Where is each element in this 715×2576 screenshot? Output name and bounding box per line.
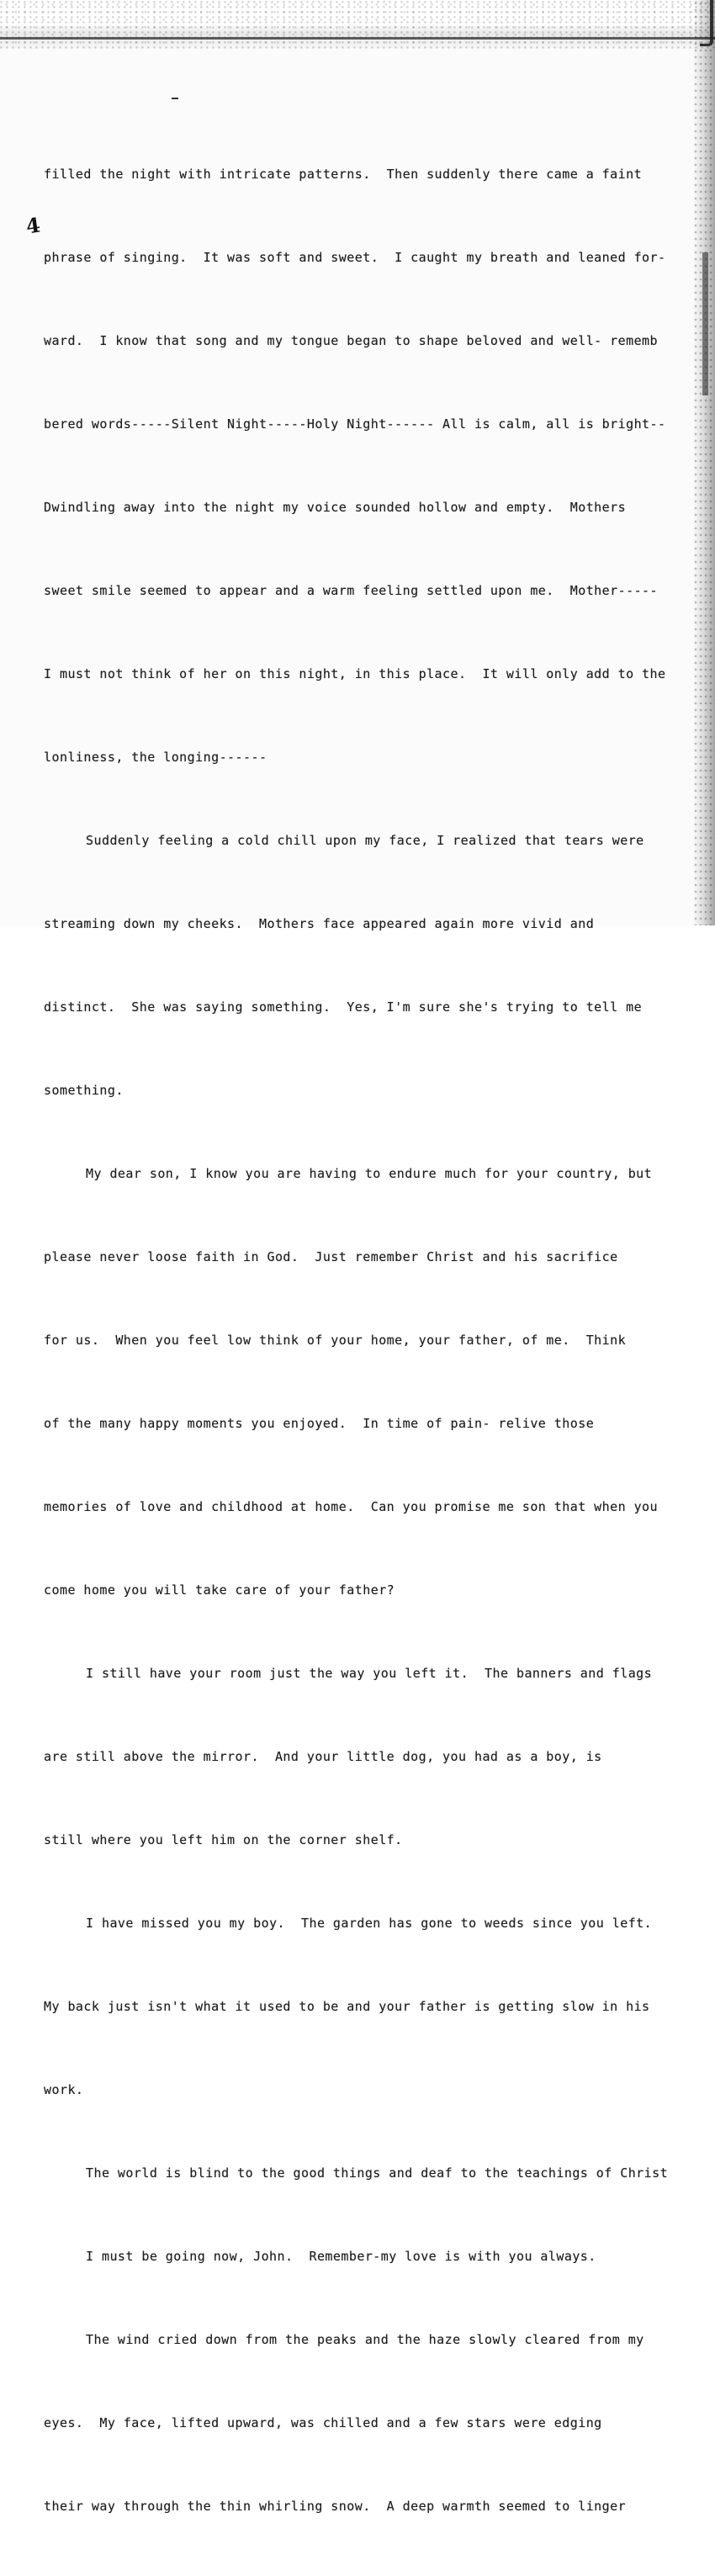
text-line: something. <box>44 1083 124 1098</box>
text-line: sweet smile seemed to appear and a warm feeling settled upon me. Mother----- <box>44 583 659 598</box>
text-line: My back just isn't what it used to be and your father is getting slow in his <box>44 1999 650 2014</box>
scan-top-edge <box>0 0 715 49</box>
text-line: Dwindling away into the night my voice sounded hollow and empty. Mothers <box>44 500 627 515</box>
text-line: please never loose faith in God. Just remember Christ and his sacrifice <box>44 1249 618 1264</box>
scan-top-border-line <box>0 37 715 40</box>
scan-corner-mark <box>700 0 713 46</box>
text-line: phrase of singing. It was soft and sweet. I caught my breath and leaned for- <box>44 250 666 265</box>
text-line: I must be going now, John. Remember-my love is with you always. <box>86 2249 596 2264</box>
stray-mark <box>172 98 178 99</box>
text-line: for us. When you feel low think of your home, your father, of me. Think <box>44 1333 627 1348</box>
text-line: come home you will take care of your father? <box>44 1582 395 1598</box>
text-line: ward. I know that song and my tongue began to shape beloved and well- rememb <box>44 333 659 348</box>
text-line: lonliness, the longing------ <box>44 750 267 765</box>
text-line: distinct. She was saying something. Yes, I'm sure she's trying to tell me <box>44 999 643 1015</box>
text-line: eyes. My face, lifted upward, was chilled and a few stars were edging <box>44 2415 602 2430</box>
text-line: work. <box>44 2082 84 2097</box>
text-line: The wind cried down from the peaks and the haze slowly cleared from my <box>86 2332 644 2347</box>
text-line: memories of love and childhood at home. Can you promise me son that when you <box>44 1499 659 1514</box>
text-line: still where you left him on the corner shelf. <box>44 1832 403 1847</box>
margin-handwritten-mark: 4 <box>24 212 42 239</box>
text-line: My dear son, I know you are having to endure much for your country, but <box>86 1166 653 1181</box>
text-line: I still have your room just the way you left it. The banners and flags <box>86 1666 653 1681</box>
text-line: of the many happy moments you enjoyed. In time of pain- relive those <box>44 1416 595 1431</box>
text-line: their way through the thin whirling snow. A deep warmth seemed to linger <box>44 2499 627 2514</box>
text-line: bered words-----Silent Night-----Holy Night------ All is calm, all is bright-- <box>44 416 666 432</box>
text-line: I have missed you my boy. The garden has gone to weeds since you left. <box>86 1916 653 1931</box>
typewritten-text <box>44 105 708 2576</box>
text-line: I must not think of her on this night, in this place. It will only add to the <box>44 666 666 681</box>
text-line: streaming down my cheeks. Mothers face appeared again more vivid and <box>44 916 595 931</box>
text-line: Suddenly feeling a cold chill upon my face, I realized that tears were <box>86 833 644 848</box>
text-line: filled the night with intricate patterns. Then suddenly there came a faint <box>44 167 643 182</box>
text-line: are still above the mirror. And your little dog, you had as a boy, is <box>44 1749 602 1764</box>
text-line: The world is blind to the good things and deaf to the teachings of Christ <box>86 2165 669 2181</box>
